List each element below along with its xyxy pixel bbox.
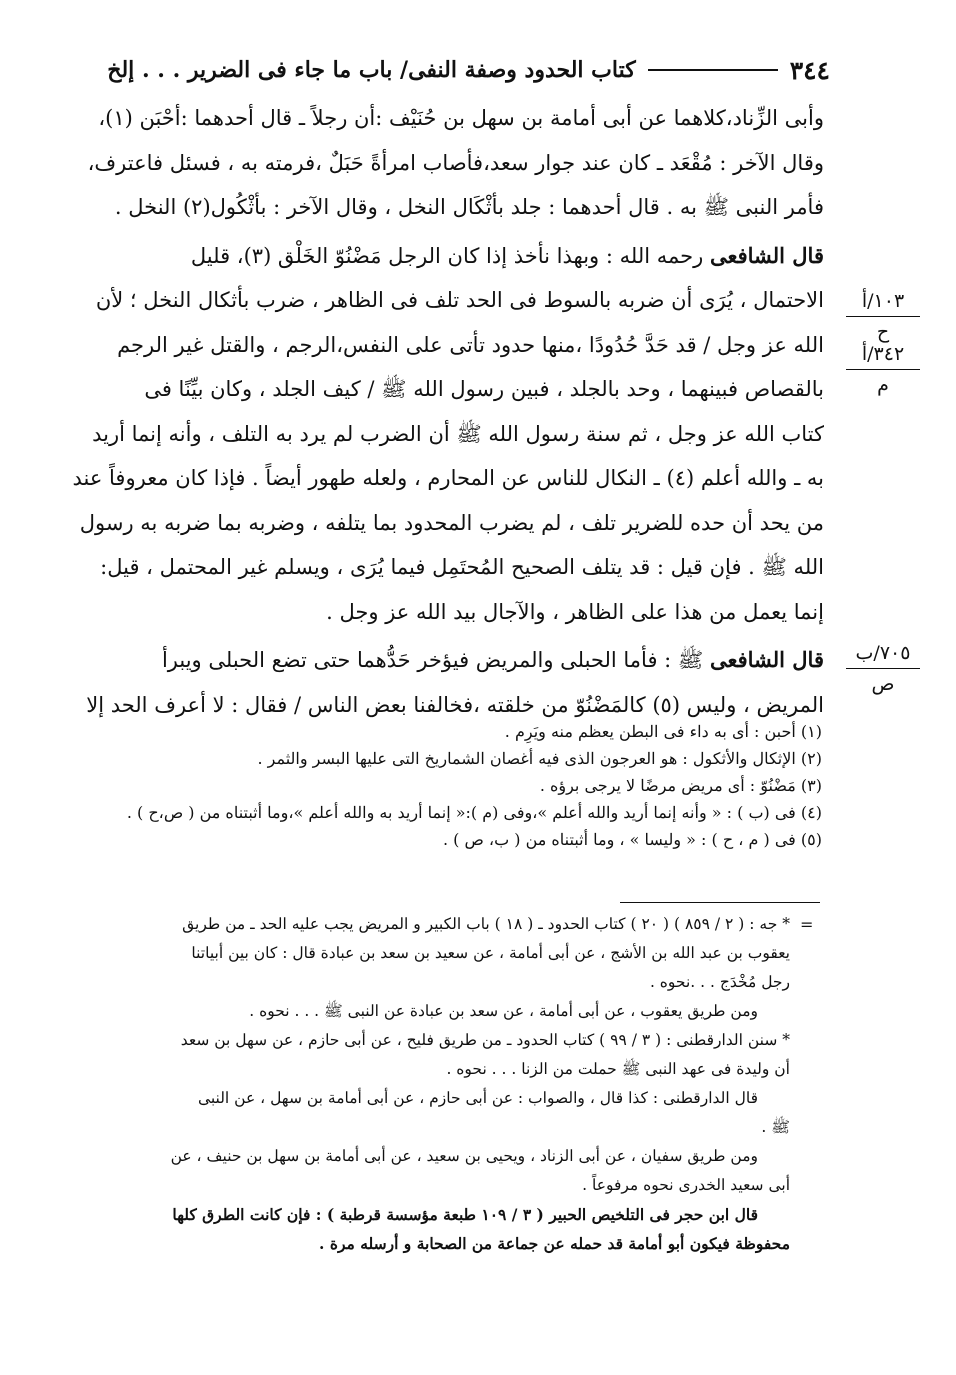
source-note-line: ومن طريق يعقوب ، عن أبى أمامة ، عن سعد بن عبادة عن النبى ﷺ . . . نحوه .	[249, 1002, 758, 1020]
speaker-label: قال الشافعى	[709, 647, 824, 672]
source-note-line: أن وليدة فى عهد النبى ﷺ حملت من الزنا . . . نحوه .	[446, 1060, 790, 1078]
page-number: ٣٤٤	[789, 55, 830, 85]
margin-reference-2	[838, 642, 928, 695]
continuation-marker: =	[800, 915, 814, 934]
margin-rule	[846, 316, 920, 317]
source-note-line: ومن طريق سفيان ، عن أبى الزناد ، ويحيى بن سعيد ، عن أبى أمامة بن سهل بن حنيف ، عن	[170, 1147, 758, 1165]
source-note-line: * سنن الدارقطنى : ( ٣ / ٩٩ ) كتاب الحدود ـ من طريق فليح ، عن أبى حازم ، عن سهل بن سعد	[180, 1031, 790, 1049]
source-note-line: * جه : ( ٢ / ٨٥٩ ) ( ٢٠ ) كتاب الحدود ـ ( ١٨ ) باب الكبير و المريض يجب عليه الحد ـ من طريق	[182, 915, 790, 933]
margin-ref: ح	[876, 321, 890, 343]
margin-ref: ٧٠٥/ب	[855, 642, 911, 664]
text-line: به ـ والله أعلم (٤) ـ النكال للناس عن المحارم ، ولعله طهور أيضاً . فإذا كان معروفاً عند	[72, 466, 824, 490]
speaker-label: قال الشافعى	[709, 242, 824, 268]
margin-ref: ١٠٣/أ	[861, 290, 905, 312]
main-text	[72, 96, 824, 727]
source-notes	[80, 910, 790, 1258]
source-note-line: يعقوب بن عبد الله بن الأشج ، عن أبى أمامة ، عن سعيد بن سعد بن عبادة قال : كان بين أبياتنا	[191, 944, 790, 962]
margin-rule	[846, 668, 920, 669]
margin-ref: م	[877, 374, 889, 396]
text-segment: ﷺ : فأما الحبلى والمريض فيؤخر حَدُّهما حتى تضع الحبلى ويبرأ	[161, 648, 710, 672]
text-line	[72, 638, 824, 683]
text-line: المريض ، وليس (٥) كالمَضْنُوّ من خلقته ،فخالفنا بعض الناس / فقال : لا أعرف الحد إلا	[86, 692, 824, 717]
footnote: (١) أحبن : أى به داء فى البطن يعظم منه ويَرِم .	[504, 722, 822, 741]
margin-reference-1	[838, 290, 928, 396]
footnote: (٤) فى (ب ) : « وأنه إنما أريد والله أعلم »،وفى (م ):« إنما أريد به والله أعلم »،وما أثبتناه من ( ص،ح ) .	[126, 803, 822, 822]
source-note-line: أبى سعيد الخدرى نحوه مرفوعاً .	[582, 1176, 790, 1194]
running-title: كتاب الحدود وصفة النفى/ باب ما جاء فى الضرير . . . إلخ	[107, 57, 636, 83]
text-line: بالقصاص فبينهما ، وحد بالجلد ، فبين رسول الله ﷺ / كيف الجلد ، وكان بيِّنًا فى	[144, 377, 824, 401]
text-line: وأبى الزِّناد،كلاهما عن أبى أمامة بن سهل بن حُنَيْف :أن رجلاً ـ قال أحدهما :أحْبَن (١)،	[98, 106, 824, 130]
text-line	[72, 234, 824, 279]
footnote-divider	[620, 902, 820, 903]
margin-ref: ص	[871, 673, 895, 695]
page-header	[70, 50, 830, 90]
footnotes	[100, 718, 822, 853]
text-line: فأمر النبى ﷺ به . قال أحدهما : جلد بأثْكَال النخل ، وقال الآخر : بأثْكُول(٢) النخل .	[114, 195, 824, 219]
source-note-line: قال الدارقطنى : كذا قال ، والصواب : عن أبى حازم ، عن أبى أمامة بن سهل ، عن النبى	[197, 1089, 758, 1107]
footnote: (٢) الإثكال والأثكول : هو العرجون الذى فيه أغصان الشماريخ التى عليها البسر والثمر .	[257, 749, 822, 768]
margin-rule	[846, 369, 920, 370]
text-line: الله عز وجل / قد حَدَّ حُدُودًا ،منها حدود تأتى على النفس،الرجم ، والقتل غير الرجم	[117, 332, 824, 357]
text-line: كتاب الله عز وجل ، ثم سنة رسول الله ﷺ أن الضرب لم يرد به التلف ، وأنه إنما أريد	[92, 421, 824, 446]
text-line: إنما يعمل من هذا على الظاهر ، والآجال بيد الله عز وجل .	[326, 599, 824, 624]
text-line: من يحد أن حده للضرير تلف ، لم يضرب المحدود بما يتلفه ، وضربه بما ضربه به رسول	[79, 510, 824, 535]
text-line: وقال الآخر : مُقْعَد ـ كان عند جوار سعد،فأصاب امرأةً حَبَلٌ ،فرمته به ، فسئل فاعترف،	[87, 150, 824, 175]
header-rule	[648, 69, 778, 71]
text-segment: رحمه الله : وبهذا نأخذ إذا كان الرجل مَضْنُوّ الخَلْق (٣)، قليل	[190, 243, 710, 268]
text-line: الله ﷺ . فإن قيل : قد يتلف الصحيح المُحتَمِل فيما يُرَى ، ويسلم غير المحتمل ، قيل:	[100, 555, 824, 579]
footnote: (٥) فى ( م ، ح ) : « وليسا » ، وما أثبتناه من ( ب، ص ) .	[443, 830, 822, 849]
text-line: الاحتمال ، يُرَى أن ضربه بالسوط فى الحد تلف فى الظاهر ، ضرب بأثكال النخل ؛ لأن	[95, 288, 824, 312]
source-note-line: قال ابن حجر فى التلخيص الحبير ( ٣ / ١٠٩ طبعة مؤسسة قرطبة ) : فإن كانت الطرق كلها	[172, 1205, 758, 1224]
source-note-line: محفوظة فيكون أبو أمامة قد حمله عن جماعة من الصحابة و أرسله مرة .	[319, 1234, 790, 1253]
source-note-line: رجل مُخْدَج . . .نحوه .	[649, 973, 790, 991]
footnote: (٣) مَضْنُوّ : أى مريض مرضًا لا يرجى برؤه .	[539, 776, 822, 795]
margin-ref: ٣٤٢/أ	[861, 343, 905, 365]
source-note-line: ﷺ .	[761, 1118, 790, 1136]
